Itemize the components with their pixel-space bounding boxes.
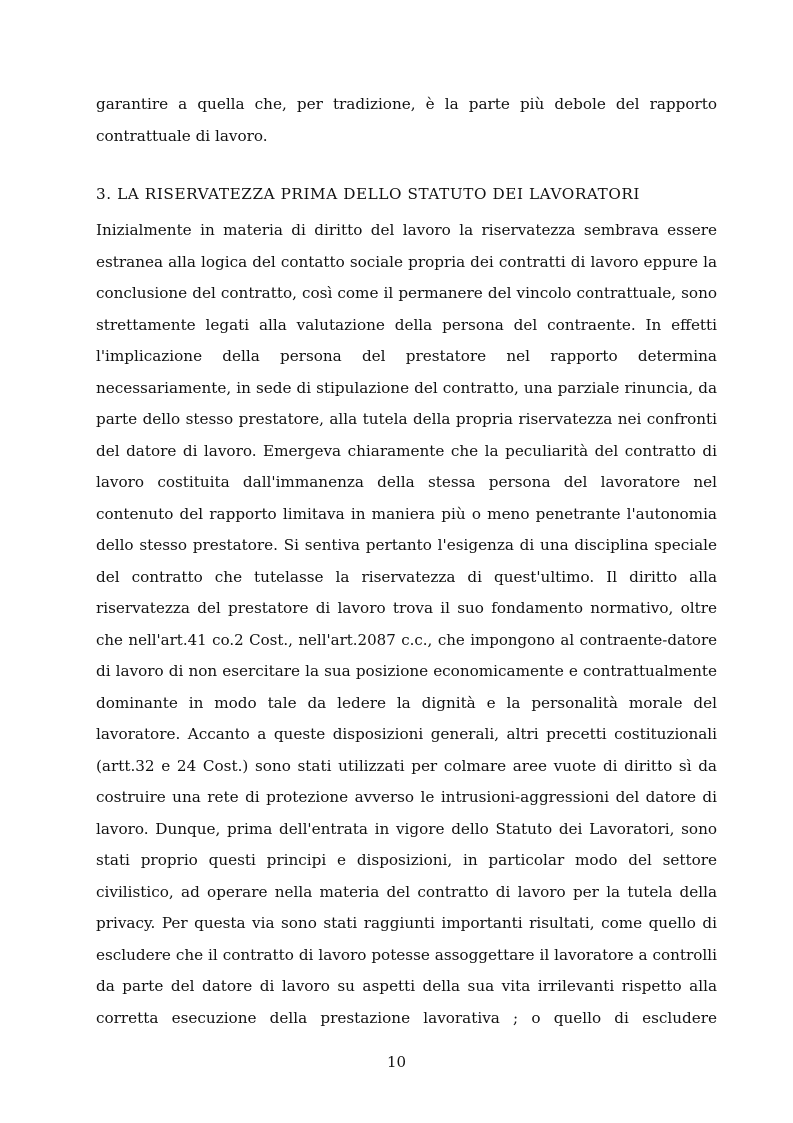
text-line: lavoro costituita dall'immanenza della stessa persona del lavoratore nel <box>96 473 717 491</box>
text-line: dominante in modo tale da ledere la dignità e la personalità morale del <box>96 693 717 712</box>
text-line: contenuto del rapporto limitava in maniera più o meno penetrante l'autonomia <box>96 504 717 523</box>
text-line: lavoratore. Accanto a queste disposizioni generali, altri precetti costituzionali <box>96 725 717 743</box>
text-line: garantire a quella che, per tradizione, è la parte più debole del rapporto <box>96 95 717 113</box>
text-line: l'implicazione della persona del prestatore nel rapporto determina <box>96 347 717 365</box>
intro-paragraph <box>96 89 717 152</box>
text-line: che nell'art.41 co.2 Cost., nell'art.2087 c.c., che impongono al contraente-datore <box>96 630 717 649</box>
text-line: da parte del datore di lavoro su aspetti della sua vita irrilevanti rispetto alla <box>96 977 717 995</box>
text-line: del datore di lavoro. Emergeva chiaramente che la peculiarità del contratto di <box>96 441 717 460</box>
text-line: contrattuale di lavoro. <box>96 126 268 145</box>
text-line: riservatezza del prestatore di lavoro trova il suo fondamento normativo, oltre <box>96 599 717 617</box>
text-line: parte dello stesso prestatore, alla tutela della propria riservatezza nei confronti <box>96 410 717 428</box>
text-line: lavoro. Dunque, prima dell'entrata in vigore dello Statuto dei Lavoratori, sono <box>96 819 717 838</box>
text-line: privacy. Per questa via sono stati raggiunti importanti risultati, come quello di <box>96 914 717 932</box>
text-line: costruire una rete di protezione avverso le intrusioni-aggressioni del datore di <box>96 788 717 806</box>
text-line: conclusione del contratto, così come il permanere del vincolo contrattuale, sono <box>96 284 717 302</box>
text-line: necessariamente, in sede di stipulazione del contratto, una parziale rinuncia, da <box>96 378 717 397</box>
body-paragraph <box>96 215 717 1034</box>
text-line: di lavoro di non esercitare la sua posizione economicamente e contrattualmente <box>96 662 717 680</box>
text-line: estranea alla logica del contatto sociale propria dei contratti di lavoro eppure la <box>96 252 717 271</box>
text-line: Inizialmente in materia di diritto del lavoro la riservatezza sembrava essere <box>96 221 717 239</box>
text-line: (artt.32 e 24 Cost.) sono stati utilizzati per colmare aree vuote di diritto sì da <box>96 756 717 775</box>
page-number: 10 <box>386 1053 407 1071</box>
text-line: strettamente legati alla valutazione della persona del contraente. In effetti <box>96 315 717 334</box>
text-line: escludere che il contratto di lavoro potesse assoggettare il lavoratore a controlli <box>96 945 717 964</box>
text-line: civilistico, ad operare nella materia del contratto di lavoro per la tutela della <box>96 882 717 901</box>
text-line: stati proprio questi principi e disposizioni, in particolar modo del settore <box>96 851 717 869</box>
text-line: dello stesso prestatore. Si sentiva pertanto l'esigenza di una disciplina speciale <box>96 536 717 554</box>
text-line: del contratto che tutelasse la riservatezza di quest'ultimo. Il diritto alla <box>96 567 717 586</box>
section-heading: 3. LA RISERVATEZZA PRIMA DELLO STATUTO DEI LAVORATORI <box>96 185 641 203</box>
text-line: corretta esecuzione della prestazione lavorativa ; o quello di escludere <box>96 1008 717 1027</box>
